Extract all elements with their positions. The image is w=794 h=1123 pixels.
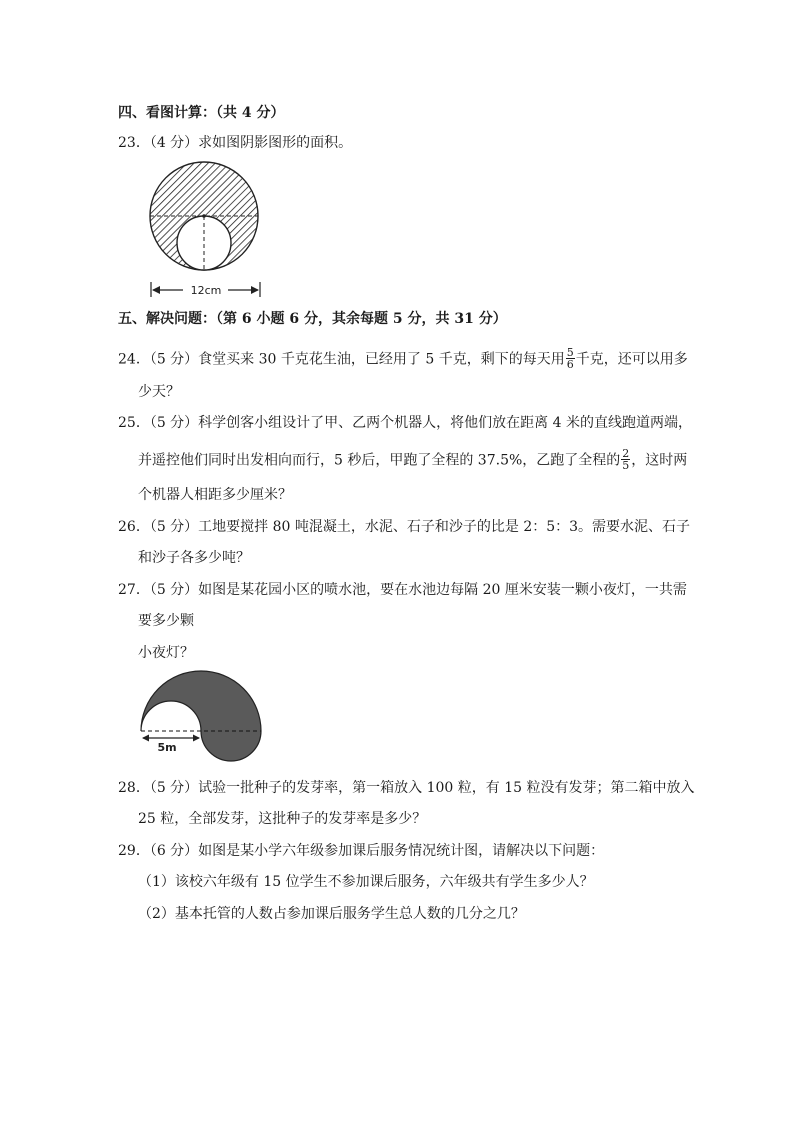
question-24-text-b: 千克，还可以用多	[575, 351, 688, 368]
question-25-line2	[138, 449, 687, 472]
question-29-line1: 29．（6 分）如图是某小学六年级参加课后服务情况统计图，请解决以下问题：	[118, 843, 605, 859]
arrow-right-icon	[193, 735, 200, 742]
question-28-line1: 28．（5 分）试验一批种子的发芽率，第一箱放入 100 粒，有 15 粒没有发芽；第二箱中放入	[118, 780, 695, 796]
question-28-line2: 25 粒，全部发芽，这批种子的发芽率是多少？	[138, 811, 427, 827]
center-point	[202, 214, 206, 218]
question-25-line1: 25．（5 分）科学创客小组设计了甲、乙两个机器人，将他们放在距离 4 米的直线跑道两端，	[118, 415, 692, 431]
question-29-sub2: （2）基本托管的人数占参加课后服务学生总人数的几分之几？	[138, 906, 525, 922]
question-27-line3: 小夜灯？	[138, 645, 194, 661]
fraction-2-5: $\frac{2}{5}$	[622, 447, 630, 472]
figure-27-label: 5m	[157, 741, 177, 754]
question-26-line1: 26．（5 分）工地要搅拌 80 吨混凝土，水泥、石子和沙子的比是 2：5：3。需要水泥、石子	[118, 519, 691, 535]
question-27-line2: 要多少颗	[138, 613, 194, 629]
figure-27-fountain-diagram	[136, 670, 270, 770]
question-29-sub1: （1）该校六年级有 15 位学生不参加课后服务，六年级共有学生多少人？	[138, 874, 594, 890]
section5-heading: 五、解决问题：（第 6 小题 6 分，其余每题 5 分，共 31 分）	[118, 311, 507, 327]
question-25-text-a: 并遥控他们同时出发相向而行，5 秒后，甲跑了全程的 37.5%，乙跑了全程的	[138, 452, 621, 469]
question-24-line1	[118, 348, 688, 371]
fraction-5-6: $\frac{5}{6}$	[566, 346, 574, 371]
figure-23-label: 12cm	[190, 284, 222, 297]
question-25-text-b: ，这时两	[631, 452, 688, 469]
question-23: 23．（4 分）求如图阴影图形的面积。	[118, 135, 353, 151]
question-24-line2: 少天？	[138, 384, 180, 400]
figure-23-circle-diagram	[140, 160, 280, 302]
question-27-line1: 27．（5 分）如图是某花园小区的喷水池，要在水池边每隔 20 厘米安装一颗小夜灯，一共需	[118, 582, 687, 598]
question-25-line3: 个机器人相距多少厘米？	[138, 487, 292, 503]
arrow-right-icon	[251, 286, 259, 294]
arrow-left-icon	[142, 735, 149, 742]
question-26-line2: 和沙子各多少吨？	[138, 550, 250, 566]
section4-heading: 四、看图计算：（共 4 分）	[118, 105, 285, 121]
arrow-left-icon	[152, 286, 160, 294]
question-24-text-a: 24．（5 分）食堂买来 30 千克花生油，已经用了 5 千克，剩下的每天用	[118, 351, 565, 368]
